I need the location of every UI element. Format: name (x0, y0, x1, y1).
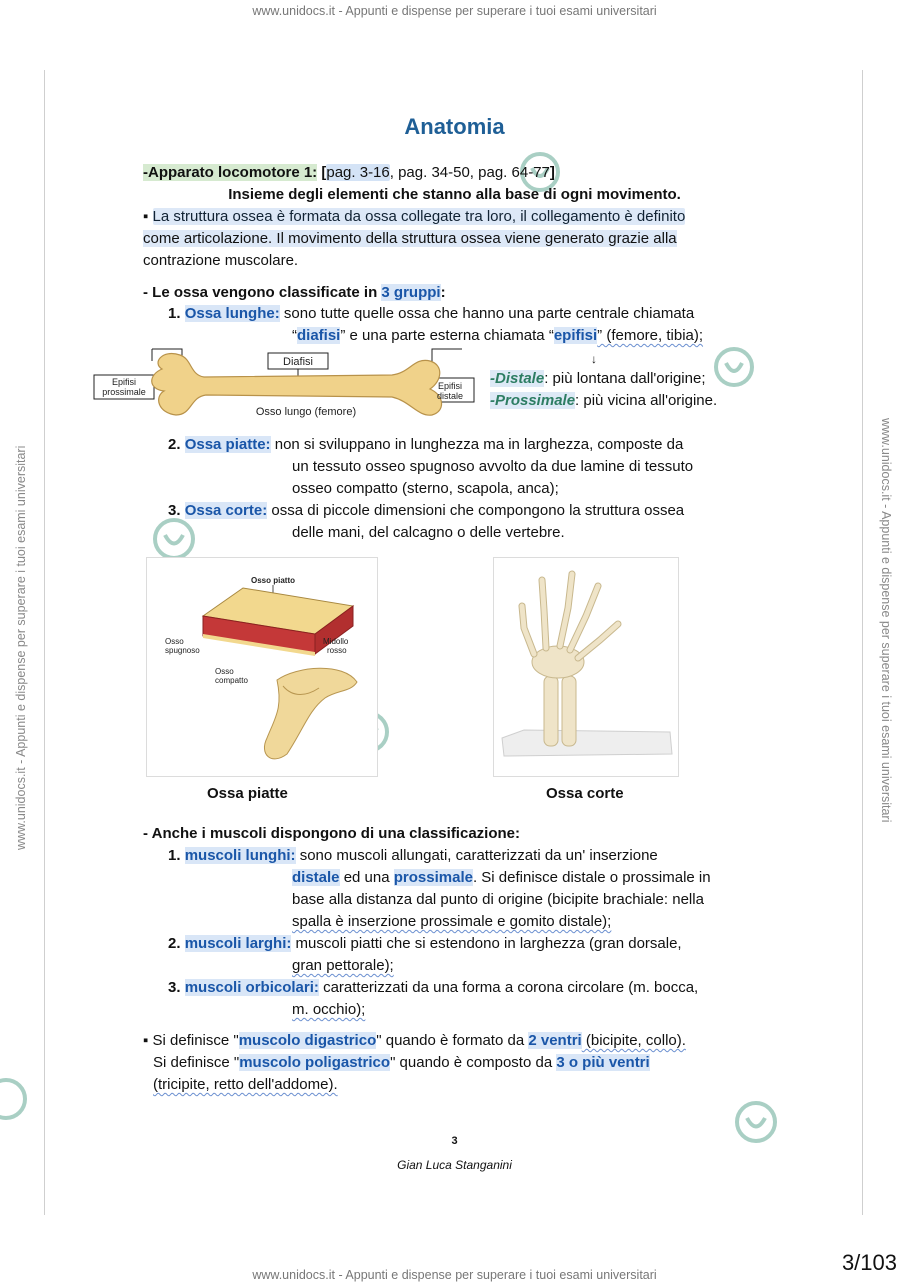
caption-flat-bones: Ossa piatte (207, 785, 288, 802)
svg-text:Osso: Osso (165, 637, 184, 646)
figure-short-bones (493, 557, 679, 777)
bones-item-1: 1. Ossa lunghe: sono tutte quelle ossa che hanno una parte centrale chiamata (168, 305, 695, 322)
watermark-bottom: www.unidocs.it - Appunti e dispense per superare i tuoi esami universitari (252, 1268, 657, 1282)
watermark-top: www.unidocs.it - Appunti e dispense per superare i tuoi esami universitari (252, 4, 657, 18)
page-title: Anatomia (404, 114, 505, 139)
muscles-item-1-line-4: spalla è inserzione prossimale e gomito distale); (292, 913, 612, 930)
section-heading-locomotore: -Apparato locomotore 1: [pag. 3-16, pag. 34-50, pag. 64-77] (143, 164, 555, 181)
bones-item-2: 2. Ossa piatte: non si sviluppano in lunghezza ma in larghezza, composte da (168, 436, 684, 453)
flat-bone-illustration (147, 558, 377, 776)
muscles-heading: - Anche i muscoli dispongono di una classificazione: (143, 825, 520, 842)
page-border-right (862, 70, 863, 1215)
svg-text:Osso piatto: Osso piatto (250, 576, 296, 585)
femur-diagram (92, 345, 484, 425)
label-epifisi-distale: Epifisi (437, 381, 463, 391)
svg-text:Midollo: Midollo (323, 637, 349, 646)
muscles-item-3-line-2: m. occhio); (292, 1001, 366, 1018)
muscles-item-3: 3. muscoli orbicolari: caratterizzati da una forma a corona circolare (m. bocca, (168, 979, 699, 996)
label-osso-lungo: Osso lungo (femore) (255, 406, 357, 418)
watermark-logo-icon (712, 345, 756, 389)
watermark-left: www.unidocs.it - Appunti e dispense per superare i tuoi esami universitari (14, 445, 28, 850)
final-line-3: (tricipite, retto dell'addome). (153, 1076, 338, 1093)
intro-line-3: contrazione muscolare. (143, 252, 299, 269)
bones-item-2-line-2: un tessuto osseo spugnoso avvolto da due lamine di tessuto (292, 458, 694, 475)
intro-line-2: come articolazione. Il movimento della struttura ossea viene generato grazie alla (143, 230, 677, 247)
caption-short-bones: Ossa corte (546, 785, 624, 802)
muscles-item-2: 2. muscoli larghi: muscoli piatti che si estendono in larghezza (gran dorsale, (168, 935, 682, 952)
author-name: Gian Luca Stanganini (397, 1158, 512, 1172)
prossimale-definition: -Prossimale: più vicina all'origine. (490, 392, 718, 409)
muscles-item-1-line-3: base alla distanza dal punto di origine (bicipite brachiale: nella (292, 891, 704, 908)
final-line-2: Si definisce "muscolo poligastrico" quando è composto da 3 o più ventri (153, 1054, 650, 1071)
label-epifisi-prossimale: Epifisi (111, 377, 137, 387)
bones-item-3-line-2: delle mani, del calcagno o delle vertebre. (292, 524, 565, 541)
section-subtitle: Insieme degli elementi che stanno alla base di ogni movimento. (228, 186, 681, 203)
svg-text:rosso: rosso (327, 646, 347, 655)
muscles-item-1: 1. muscoli lunghi: sono muscoli allungati, caratterizzati da un' inserzione (168, 847, 658, 864)
bones-item-2-line-3: osseo compatto (sterno, scapola, anca); (292, 480, 559, 497)
page-number: 3 (451, 1135, 458, 1147)
intro-line-1: ▪ La struttura ossea è formata da ossa collegate tra loro, il collegamento è definito (143, 208, 686, 225)
distale-definition: -Distale: più lontana dall'origine; (490, 370, 706, 387)
svg-text:distale: distale (436, 391, 464, 401)
page-counter: 3/103 (841, 1250, 897, 1275)
watermark-logo-icon (150, 515, 198, 563)
bones-heading: - Le ossa vengono classificate in 3 gruppi: (143, 284, 446, 301)
page-border-left (44, 70, 45, 1215)
arrow-down: ↓ (591, 352, 597, 366)
svg-text:compatto: compatto (215, 676, 248, 685)
svg-text:Osso: Osso (215, 667, 234, 676)
hand-skeleton-illustration (494, 558, 678, 776)
svg-text:spugnoso: spugnoso (165, 646, 200, 655)
watermark-logo-icon (0, 1075, 30, 1123)
figure-flat-bones (146, 557, 378, 777)
muscles-item-1-line-2: distale ed una prossimale. Si definisce distale o prossimale in (292, 869, 711, 886)
muscles-item-2-line-2: gran pettorale); (292, 957, 394, 974)
bones-item-3: 3. Ossa corte: ossa di piccole dimensioni che compongono la struttura ossea (168, 502, 685, 519)
bones-item-1-line-2: “diafisi” e una parte esterna chiamata “epifisi” (femore, tibia); (292, 327, 704, 344)
final-line-1: ▪ Si definisce "muscolo digastrico" quando è formato da 2 ventri (bicipite, collo). (143, 1032, 686, 1049)
svg-text:prossimale: prossimale (102, 387, 146, 397)
watermark-right: www.unidocs.it - Appunti e dispense per superare i tuoi esami universitari (879, 418, 893, 823)
label-diafisi: Diafisi (283, 356, 313, 368)
